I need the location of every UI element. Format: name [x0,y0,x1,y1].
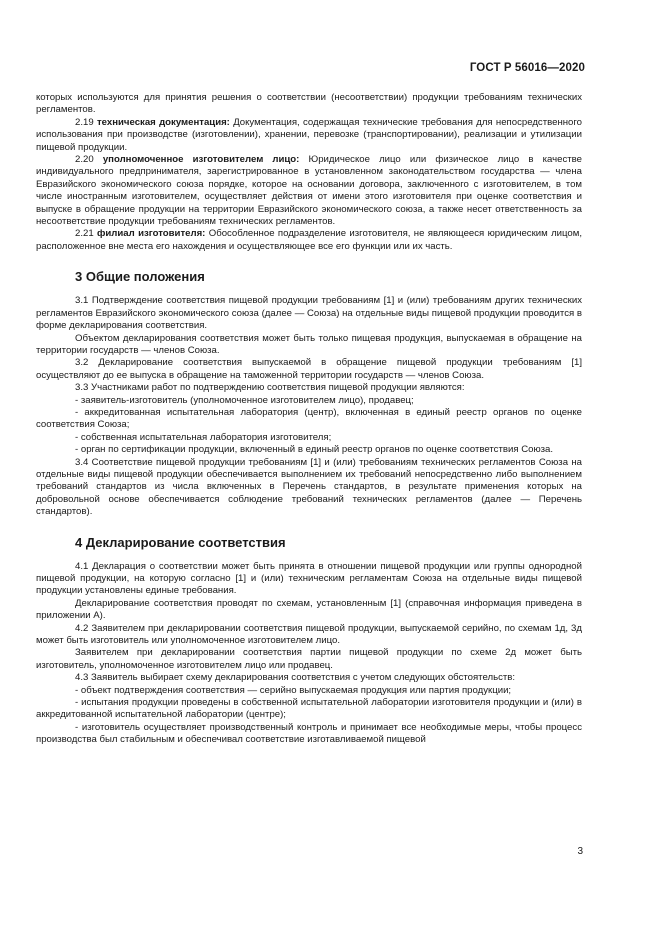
paragraph: 4.2 Заявителем при декларировании соответствия пищевой продукции, выпускаемой серийно, по схемам 1д, 3д может быть изготовитель или уполномоченное изготовителем лицо. [36,622,582,647]
list-item: - испытания продукции проведены в собственной испытательной лаборатории изготовителя продукции и (или) в аккредитованной испытательной лаборатории (центре); [36,697,582,721]
definition-text: Юридическое лицо или физическое лицо в качестве индивидуального предпринимателя, зарегистрированное в установленном законодательством государства — члена Евразийского экономического союза порядке, которое на основании договора, заключенного с изготовителем, в том числе иностранным изготовителем, осуществляет действия от имени этого изготовителя при оценке соответствия и выпуске в обращение продукции на территории Евразийского экономического союза, а также несет ответственность за несоответствие продукции требованиям технических регламентов. [36,154,583,228]
definition-2-21 [36,228,582,253]
list-item: - аккредитованная испытательная лаборатория (центр), включенная в единый реестр органов по оценке соответствия Союза; [36,406,582,431]
list-item: - объект подтверждения соответствия — серийно выпускаемая продукция или партия продукции; [75,684,512,696]
list-item: - изготовитель осуществляет производственный контроль и принимает все необходимые меры, чтобы процесс производства был стабильным и обеспечивал соответствие изготавливаемой пищевой [36,721,582,746]
paragraph: 4.3 Заявитель выбирает схему декларирования соответствия с учетом следующих обстоятельств: [75,672,516,684]
definition-term: уполномоченное изготовителем лицо: [102,154,300,166]
definition-term: техническая документация: [96,116,230,128]
paragraph: 3.2 Декларирование соответствия выпускаемой в обращение пищевой продукции требованиям [1] осуществляют до ее выпуска в обращение на таможенной территории государств — членов Союза. [36,357,582,381]
paragraph: Декларирование соответствия проводят по схемам, установленным [1] (справочная информация приведена в приложении А). [36,597,582,622]
document-body [36,92,582,747]
definition-number: 2.19 [75,116,97,128]
section-3-heading: 3 Общие положения [75,269,205,285]
definition-number: 2.20 [75,154,103,166]
paragraph: 4.1 Декларация о соответствии может быть принята в отношении пищевой продукции или группы однородной пищевой продукции, на которую согласно [1] и (или) техническим регламентам Союза на отдельные виды пищевой продукции установлены единые требования. [36,560,582,597]
section-4-heading: 4 Декларирование соответствия [75,534,286,550]
definition-text: Документация, содержащая технические требования для непосредственного использования при производстве (изготовлении), хранении, перевозке (транспортировании), реализации и утилизации пищевой продукции. [36,116,583,153]
paragraph-continuation: которых используются для принятия решения о соответствии (несоответствии) продукции требованиям технических регламентов. [36,92,582,116]
definition-term: филиал изготовителя: [97,228,206,240]
definition-number: 2.21 [75,228,98,240]
list-item: - заявитель-изготовитель (уполномоченное изготовителем лицо), продавец; [75,394,414,406]
definition-2-20 [36,154,582,228]
list-item: - орган по сертификации продукции, включенный в единый реестр органов по оценке соответствия Союза. [75,444,554,456]
paragraph: Заявителем при декларировании соответствия партии пищевой продукции по схеме 2д может быть изготовитель, уполномоченное изготовителем лицо или продавец. [36,647,582,671]
paragraph: 3.3 Участниками работ по подтверждению соответствия пищевой продукции являются: [75,382,465,394]
page-number: 3 [577,846,583,857]
paragraph: 3.4 Соответствие пищевой продукции требованиям [1] и (или) требованиям технических регламентов Союза на отдельные виды пищевой продукции обеспечивается выполнением их требований непосредственно либо выполнением требований стандартов из числа включенных в Перечень стандартов, в результате применения которых на добровольной основе обеспечивается соблюдение требований технических регламентов (далее — Перечень стандартов). [36,456,582,518]
paragraph: 3.1 Подтверждение соответствия пищевой продукции требованиям [1] и (или) требованиям других технических регламентов Евразийского экономического союза (далее — Союза) на отдельные виды пищевой продукции проводится в форме декларирования соответствия. [36,295,582,332]
paragraph: Объектом декларирования соответствия может быть только пищевая продукция, выпускаемая в обращение на территории государств — членов Союза. [36,332,582,356]
list-item: - собственная испытательная лаборатория изготовителя; [75,431,332,443]
document-standard-code: ГОСТ Р 56016—2020 [469,62,585,74]
definition-2-19 [36,117,582,154]
definition-text: Обособленное подразделение изготовителя, не являющееся юридическим лицом, расположенное вне места его нахождения и осуществляющее все его функции или их часть. [36,228,583,252]
